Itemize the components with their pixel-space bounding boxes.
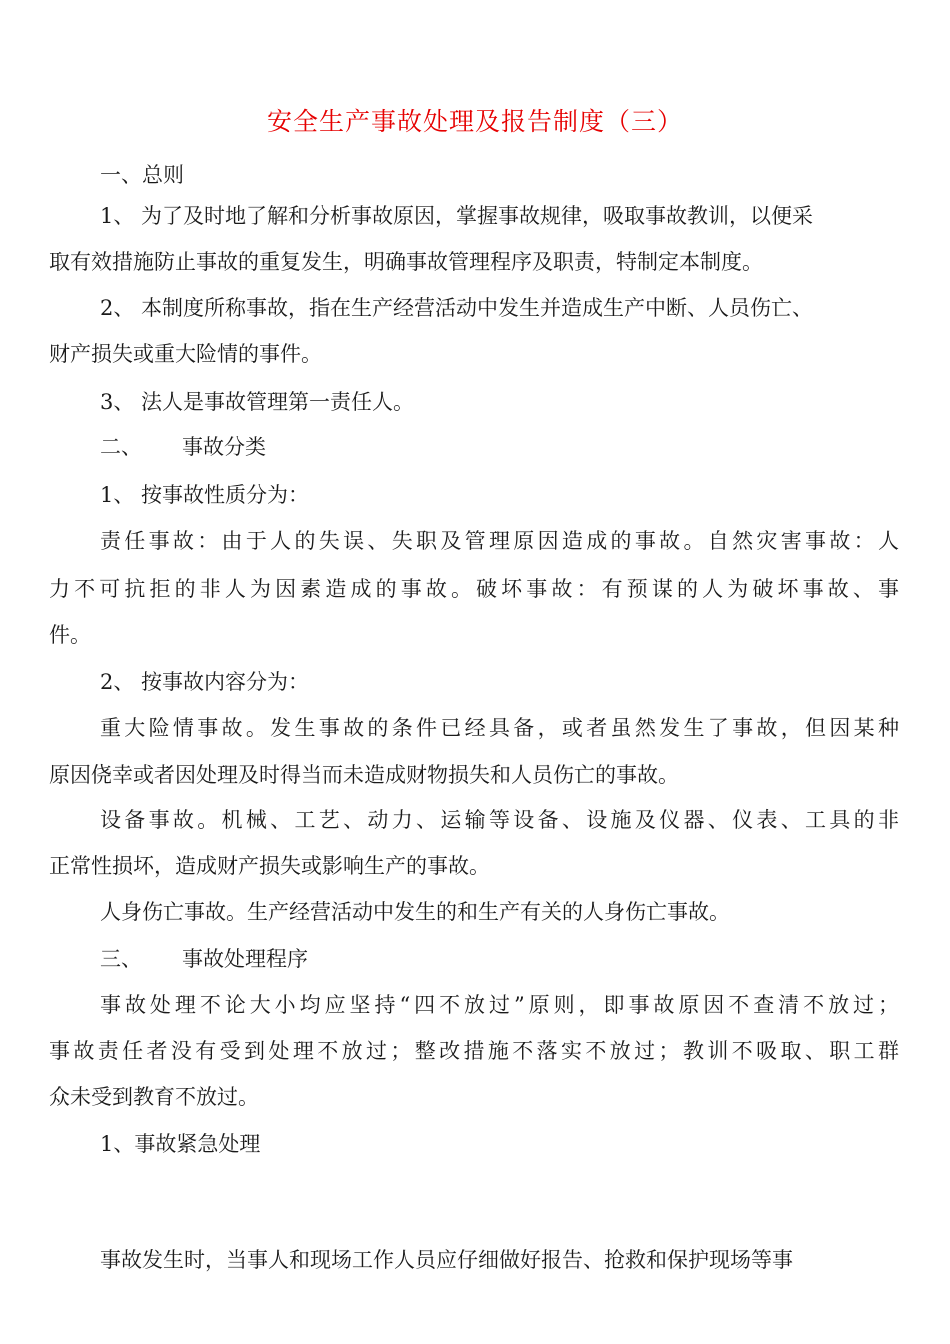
- paragraph-line: 1、 为了及时地了解和分析事故原因，掌握事故规律，吸取事故教训，以便采: [100, 204, 814, 228]
- paragraph-line: 事故发生时，当事人和现场工作人员应仔细做好报告、抢救和保护现场等事: [100, 1248, 793, 1272]
- paragraph-line: 设备事故。机械、工艺、动力、运输等设备、设施及仪器、仪表、工具的非: [100, 808, 899, 832]
- section-heading-procedure: [100, 944, 308, 974]
- section-number: 三、: [100, 947, 142, 971]
- section-heading-classification: [100, 432, 266, 462]
- paragraph-line: 事故责任者没有受到处理不放过；整改措施不落实不放过；教训不吸取、职工群: [49, 1039, 899, 1063]
- paragraph-line: 重大险情事故。发生事故的条件已经具备，或者虽然发生了事故，但因某种: [100, 716, 899, 740]
- paragraph-line: 责任事故：由于人的失误、失职及管理原因造成的事故。自然灾害事故：人: [100, 529, 899, 553]
- paragraph-line: 2、 本制度所称事故，指在生产经营活动中发生并造成生产中断、人员伤亡、: [100, 296, 814, 320]
- paragraph-line: 件。: [49, 623, 91, 647]
- document-title: 安全生产事故处理及报告制度（三）: [266, 107, 683, 136]
- paragraph-line: 1、事故紧急处理: [100, 1132, 261, 1156]
- section-heading-general: 一、总则: [100, 163, 184, 187]
- paragraph-line: 人身伤亡事故。生产经营活动中发生的和生产有关的人身伤亡事故。: [100, 900, 730, 924]
- paragraph-line: 3、 法人是事故管理第一责任人。: [100, 390, 415, 414]
- section-label: 事故处理程序: [182, 947, 308, 971]
- paragraph-line: 事故处理不论大小均应坚持“四不放过”原则，即事故原因不查清不放过；: [100, 993, 899, 1017]
- section-label: 事故分类: [182, 435, 266, 459]
- paragraph-line: 众未受到教育不放过。: [49, 1085, 259, 1109]
- paragraph-line: 力不可抗拒的非人为因素造成的事故。破坏事故：有预谋的人为破坏事故、事: [49, 577, 899, 601]
- paragraph-line: 原因侥幸或者因处理及时得当而未造成财物损失和人员伤亡的事故。: [49, 763, 679, 787]
- section-number: 二、: [100, 435, 142, 459]
- paragraph-line: 1、 按事故性质分为：: [100, 483, 310, 507]
- paragraph-line: 财产损失或重大险情的事件。: [49, 342, 322, 366]
- paragraph-line: 取有效措施防止事故的重复发生，明确事故管理程序及职责，特制定本制度。: [49, 250, 763, 274]
- paragraph-line: 2、 按事故内容分为：: [100, 670, 310, 694]
- paragraph-line: 正常性损坏，造成财产损失或影响生产的事故。: [49, 854, 490, 878]
